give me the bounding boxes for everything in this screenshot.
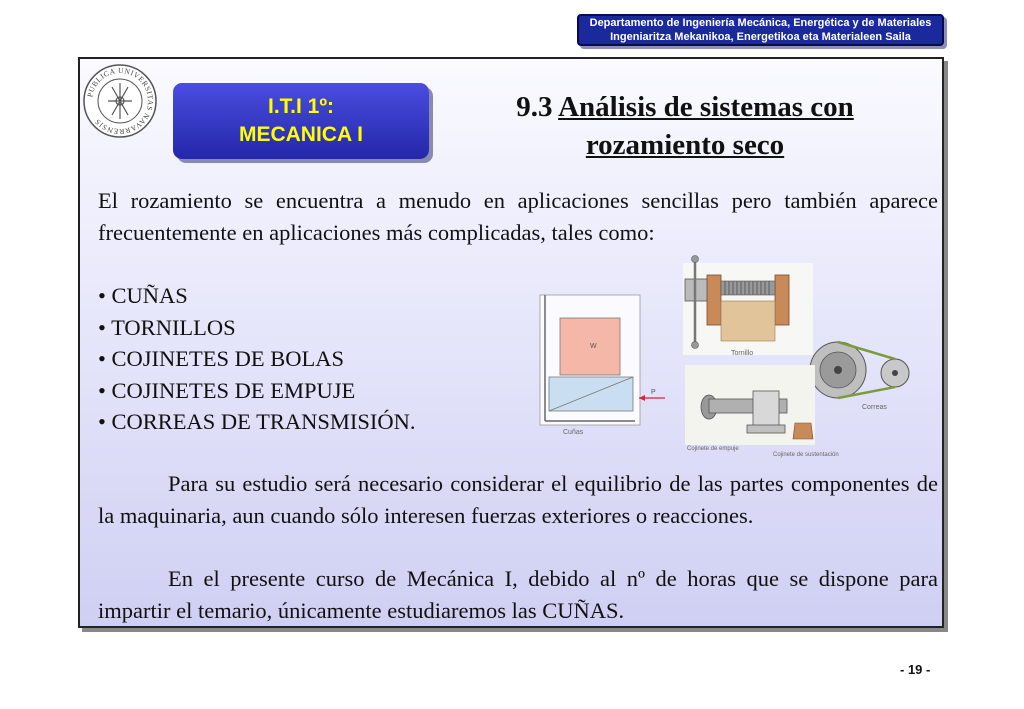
course-badge [173,83,429,159]
list-item: • CORREAS DE TRANSMISIÓN. [98,409,416,434]
svg-text:Cojinete de empuje: Cojinete de empuje [687,446,739,452]
list-item: • TORNILLOS [98,314,236,340]
department-name-es: Departamento de Ingeniería Mecánica, Energética y de Materiales [589,17,932,29]
title-line-2: rozamiento seco [585,129,785,161]
application-list [98,280,416,438]
department-name-eu: Ingeniaritza Mekanikoa, Energetikoa eta Materialeen Saila [610,31,911,43]
svg-text:Cojinete de sustentación: Cojinete de sustentación [773,452,839,458]
svg-text:P: P [651,389,656,396]
department-banner [577,14,944,46]
course-code: I.T.I 1º: [267,95,334,118]
list-item: • CUÑAS [98,283,188,308]
svg-text:W: W [590,343,597,350]
friction-applications-illustration [535,253,925,458]
list-item: • COJINETES DE BOLAS [98,346,345,371]
section-number: 9.3 [516,91,553,123]
slide-title [470,88,900,164]
svg-text:PUBLICA UNIVERSITAS NAVARRENSI: PUBLICA UNIVERSITAS NAVARRENSIS [85,65,156,137]
course-name: MECANICA I [238,123,364,146]
study-paragraph: Para su estudio será necesario considerar el equilibrio de las partes componentes de la maquinaria, aun cuando sólo interesen fuerzas exteriores o reacciones. [98,471,938,528]
page-number: - 19 - [900,662,931,677]
wedge-drawing [540,295,665,436]
belt-drive-drawing [810,342,909,411]
svg-text:Correas: Correas [862,404,887,411]
university-seal-logo [82,63,158,139]
intro-paragraph: El rozamiento se encuentra a menudo en aplicaciones sencillas pero también aparece frecuentemente en aplicaciones más complicadas, tales como: [98,188,938,245]
svg-text:Tornillo: Tornillo [731,350,754,357]
course-scope-paragraph: En el presente curso de Mecánica I, debido al nº de horas que se dispone para impartir el temario, únicamente estudiaremos las CUÑAS. [98,566,938,623]
list-item: • COJINETES DE EMPUJE [98,377,356,403]
screw-clamp-drawing [683,256,813,358]
svg-text:Cuñas: Cuñas [563,429,584,436]
title-line-1: Análisis de sistemas con [558,91,854,123]
